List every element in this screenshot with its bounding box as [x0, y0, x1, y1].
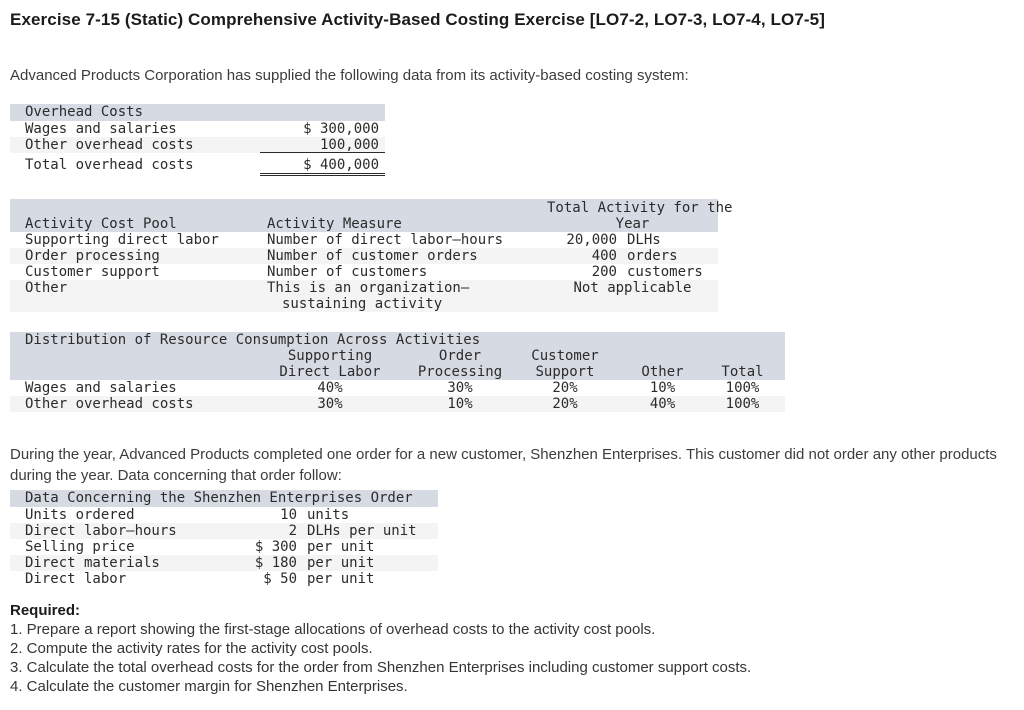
- cell-pct: 100%: [725, 396, 760, 412]
- measure-line1: This is an organization–: [267, 280, 470, 296]
- activity-cost-pool-table: [10, 199, 733, 312]
- distribution-title: Distribution of Resource Consumption Across Activities: [25, 332, 481, 348]
- cell-unit: orders: [627, 248, 678, 264]
- cell-unit: per unit: [307, 539, 375, 555]
- cell-unit: DLHs per unit: [307, 523, 417, 539]
- table-row: [10, 396, 785, 412]
- col-header-measure: Activity Measure: [267, 216, 402, 232]
- row-label: Direct materials: [25, 555, 160, 571]
- cell-pool: Supporting direct labor: [25, 232, 219, 248]
- row-label: Wages and salaries: [25, 121, 177, 137]
- cell-pool: Order processing: [25, 248, 160, 264]
- distribution-table-header: [10, 332, 785, 380]
- required-item-1: 1. Prepare a report showing the first-stage allocations of overhead costs to the activity cost pools.: [10, 621, 656, 638]
- col-header-line1: Total Activity for the: [547, 200, 733, 216]
- distribution-col-headers: [10, 348, 785, 380]
- required-item-4: 4. Calculate the customer margin for Shenzhen Enterprises.: [10, 678, 408, 695]
- row-label: Other overhead costs: [25, 137, 194, 153]
- cell-pool: Other: [25, 280, 68, 296]
- cell-qty: 20,000: [566, 232, 617, 248]
- table-row: [10, 232, 718, 248]
- cell-measure: [267, 280, 547, 312]
- cell-qty: 400: [591, 248, 617, 264]
- intro-paragraph: Advanced Products Corporation has supplied the following data from its activity-based costing system:: [10, 67, 689, 84]
- row-label: Wages and salaries: [25, 380, 177, 396]
- cell-unit: per unit: [307, 571, 375, 587]
- table-row: [10, 264, 718, 280]
- row-value: 100,000: [260, 137, 385, 153]
- cell-pct: 30%: [447, 380, 473, 396]
- row-label: Total overhead costs: [25, 157, 194, 173]
- cell-pct: 10%: [447, 396, 473, 412]
- header-line: Order: [438, 348, 482, 364]
- cell-amount: $ 180: [254, 555, 297, 571]
- cell-measure: Number of customer orders: [267, 248, 478, 264]
- order-paragraph: During the year, Advanced Products completed one order for a new customer, Shenzhen Enterprises. This customer did not order any other products during the year. Data concerning that order follow:: [10, 446, 997, 484]
- row-value: $ 300,000: [303, 121, 379, 137]
- header-line: Support: [535, 364, 595, 380]
- distribution-table: [10, 332, 785, 412]
- cell-qty: 200: [591, 264, 617, 280]
- col-header-other: Other: [641, 364, 684, 380]
- col-header-line2: Year: [615, 216, 650, 232]
- order-table-header: Data Concerning the Shenzhen Enterprises Order: [10, 490, 438, 507]
- header-line: Processing: [417, 364, 503, 380]
- table-row-total: [10, 157, 385, 173]
- col-header-total: Total: [721, 364, 764, 380]
- cell-pool: Customer support: [25, 264, 160, 280]
- table-row: [10, 555, 438, 571]
- table-row: [10, 571, 438, 587]
- row-value: $ 400,000: [260, 157, 385, 176]
- table-row: [10, 380, 785, 396]
- row-label: Selling price: [25, 539, 135, 555]
- col-header-total-activity: [547, 200, 733, 232]
- header-line: Supporting: [287, 348, 373, 364]
- cell-measure: Number of direct labor–hours: [267, 232, 504, 248]
- row-label: Direct labor: [25, 571, 127, 587]
- required-heading: Required:: [10, 602, 81, 619]
- cell-pct: 40%: [649, 396, 676, 412]
- header-line: Direct Labor: [279, 364, 381, 380]
- cell-pct: 100%: [725, 380, 760, 396]
- col-header-pool: Activity Cost Pool: [25, 216, 177, 232]
- cell-amount: 2: [288, 523, 297, 539]
- row-label: Direct labor–hours: [25, 523, 177, 539]
- col-header-supporting-direct-labor: [245, 348, 415, 380]
- table-row: [10, 507, 438, 523]
- page-title: Exercise 7-15 (Static) Comprehensive Activity-Based Costing Exercise [LO7-2, LO7-3, LO7-4, LO7-5]: [10, 10, 825, 29]
- cell-pct: 30%: [317, 396, 343, 412]
- shenzhen-order-table: [10, 490, 438, 587]
- cell-unit: customers: [627, 264, 703, 280]
- row-label: Other overhead costs: [25, 396, 194, 412]
- cell-pct: 20%: [552, 396, 578, 412]
- col-header-order-processing: [415, 348, 505, 380]
- table-row: [10, 539, 438, 555]
- cell-pct: 10%: [649, 380, 676, 396]
- cell-unit: units: [307, 507, 350, 523]
- row-label: Units ordered: [25, 507, 135, 523]
- table-row: [10, 121, 385, 137]
- cell-amount: $ 50: [263, 571, 297, 587]
- table-row: [10, 137, 385, 153]
- overhead-costs-table: [10, 104, 385, 173]
- required-section: [10, 601, 751, 696]
- table-row: [10, 523, 438, 539]
- activity-table-header: [10, 199, 733, 232]
- cell-amount: $ 300: [254, 539, 297, 555]
- col-header-customer-support: [505, 348, 625, 380]
- required-item-2: 2. Compute the activity rates for the activity cost pools.: [10, 640, 373, 657]
- cell-pct: 40%: [317, 380, 343, 396]
- cell-measure: Number of customers: [267, 264, 428, 280]
- overhead-table-header: Overhead Costs: [10, 104, 385, 121]
- cell-pct: 20%: [552, 380, 578, 396]
- measure-line2: sustaining activity: [282, 296, 443, 312]
- cell-unit: DLHs: [627, 232, 661, 248]
- cell-unit: per unit: [307, 555, 375, 571]
- cell-value: Not applicable: [573, 280, 692, 296]
- header-line: Customer: [531, 348, 599, 364]
- table-row: [10, 280, 718, 312]
- table-row: [10, 248, 718, 264]
- required-item-3: 3. Calculate the total overhead costs for the order from Shenzhen Enterprises including customer support costs.: [10, 659, 752, 676]
- cell-amount: 10: [280, 507, 297, 523]
